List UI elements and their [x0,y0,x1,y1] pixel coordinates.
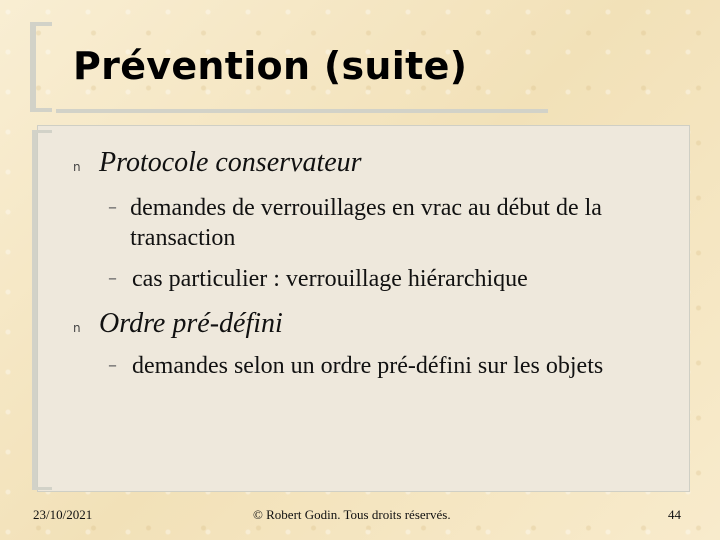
dash-bullet-icon: – [108,355,117,376]
sub-bullet-item [108,351,628,381]
bullet-item [73,147,362,179]
dash-bullet-icon: – [108,268,117,289]
bullet-text: Protocole conservateur [99,147,362,178]
square-bullet-icon: n [73,160,81,174]
title-frame-bracket [30,22,52,112]
footer-page-number: 44 [668,507,681,522]
bullet-text: Ordre pré-défini [99,308,283,339]
footer-copyright: © Robert Godin. Tous droits réservés. [253,507,451,522]
sub-bullet-text: demandes selon un ordre pré-défini sur les objets [132,353,604,379]
sub-bullet-text: cas particulier : verrouillage hiérarchique [132,266,528,292]
content-frame-bracket [32,130,52,490]
sub-bullet-item [108,264,668,294]
sub-bullet-text: demandes de verrouillages en vrac au début de la transaction [130,195,602,251]
bullet-item [73,308,283,340]
square-bullet-icon: n [73,321,81,335]
footer-date: 23/10/2021 [33,507,93,522]
sub-bullet-item [108,193,668,253]
slide-title: Prévention (suite) [73,44,468,88]
title-underline [56,109,548,113]
dash-bullet-icon: – [108,197,117,218]
